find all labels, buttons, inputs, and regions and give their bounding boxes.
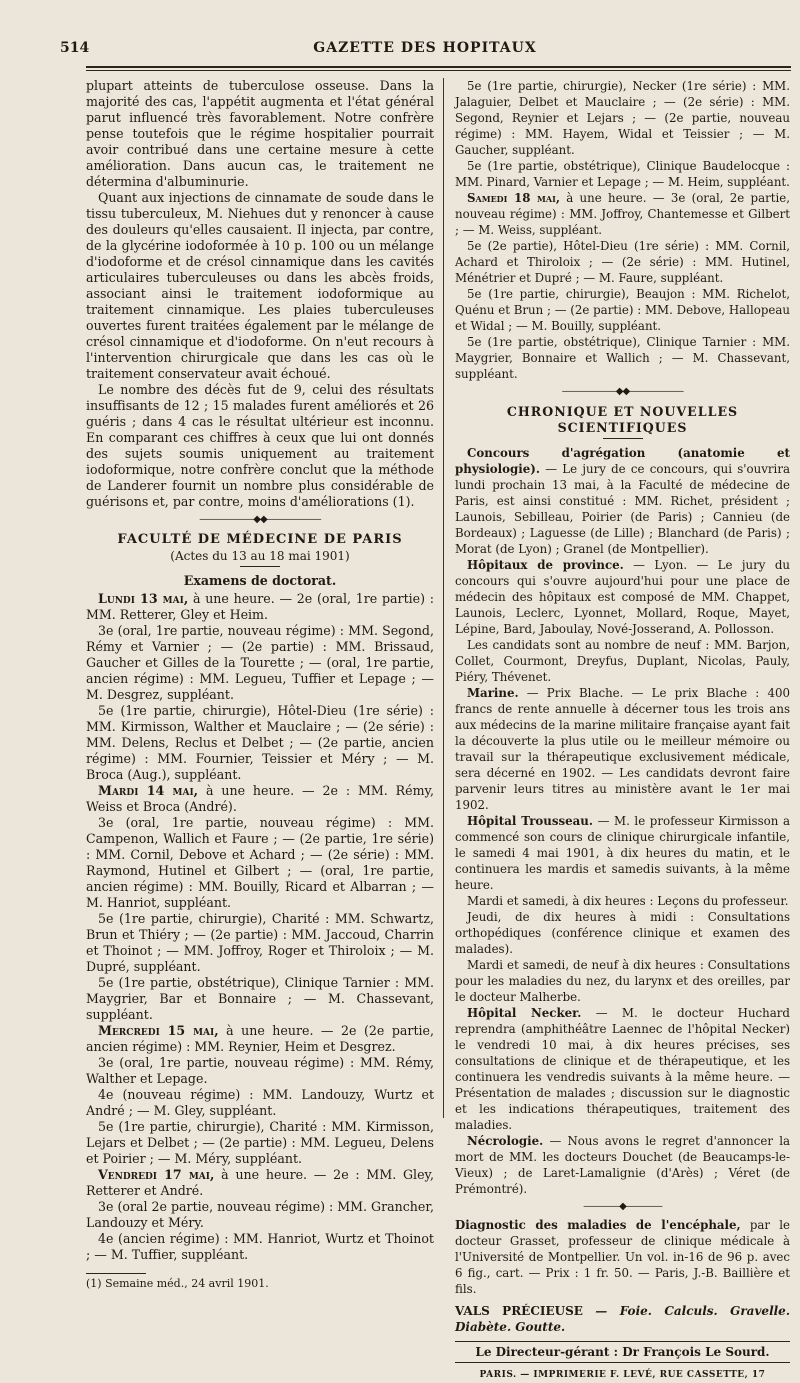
news-item	[455, 557, 790, 637]
exam-entry	[86, 783, 434, 815]
news-text: — Nous avons le regret d'annoncer la mort de MM. les docteurs Douchet (de Beaucamps-le-Vieux) ; de Laret-Lamalignie (d'Arès) ; Véret (de Prémontré).	[455, 1134, 790, 1196]
news-heading: Nécrologie.	[467, 1134, 544, 1148]
right-column	[455, 78, 790, 1383]
section-subtitle: (Actes du 13 au 18 mai 1901)	[170, 549, 350, 563]
footnote-rule	[86, 1273, 146, 1274]
exam-entry: 5e (1re partie, chirurgie), Charité : MM. Schwartz, Brun et Thiéry ; — (2e partie) : MM. Jaccoud, Charrin et Thoinot ; — MM. Joffroy, Roger et Thiroloix ; — M. Dupré, suppléant.	[86, 911, 434, 974]
journal-title: GAZETTE DES HOPITAUX	[313, 40, 537, 56]
exam-text: à une heure. — 2e (oral, 1re partie) : MM. Retterer, Gley et Heim.	[86, 591, 434, 622]
news-item	[455, 1133, 790, 1197]
news-item: Mardi et samedi, de neuf à dix heures : Consultations pour les maladies du nez, du larynx et des oreilles, par le docteur Malherbe.	[455, 958, 790, 1004]
news-heading: Marine.	[467, 686, 519, 700]
news-item: Les candidats sont au nombre de neuf : MM. Barjon, Collet, Courmont, Dreyfus, Duplant, Nicolas, Pauly, Piéry, Thévenet.	[455, 638, 790, 684]
page-number: 514	[60, 40, 90, 56]
exam-text: à une heure. — 2e : MM. Rémy, Weiss et Broca (André).	[86, 783, 434, 814]
news-text: — Lyon. — Le jury du concours qui s'ouvre aujourd'hui pour une place de médecin des hôpitaux est composé de MM. Chappet, Launois, Leclerc, Lyonnet, Mollard, Roque, Mayet, Lépine, Bard, Jaboulay, Nové-Josserand, A. Pollosson.	[455, 558, 790, 636]
exam-text: à une heure. — 3e (oral, 2e partie, nouveau régime) : MM. Joffroy, Chantemesse et Gilbert ; — M. Weiss, suppléant.	[455, 191, 790, 237]
exam-entry: 5e (1re partie, chirurgie), Hôtel-Dieu (1re série) : MM. Kirmisson, Walther et Mauclaire ; — (2e série) : MM. Delens, Reclus et Delbet ; — (2e partie, ancien régime) : MM. Fournier, Teissier et Méry ; — M. Broca (Aug.), suppléant.	[86, 703, 434, 782]
exam-entry: 5e (1re partie, chirurgie), Beaujon : MM. Richelot, Quénu et Brun ; — (2e partie) : MM. Debove, Hallopeau et Widal ; — M. Bouilly, suppléant.	[455, 287, 790, 333]
news-item	[455, 685, 790, 813]
book-text: par le docteur Grasset, professeur de clinique médicale à l'Université de Montpellier. Un vol. in-16 de 96 p. avec 6 fig., cart. — Prix : 1 fr. 50. — Paris, J.-B. Baillière et fils.	[455, 1218, 790, 1296]
news-text: — M. le professeur Kirmisson a commencé son cours de clinique chirurgicale infantile, le samedi 4 mai 1901, à dix heures du matin, et le continuera les mardis et samedis suivants, à la même heure.	[455, 814, 790, 892]
exam-entry: 5e (1re partie, obstétrique), Clinique Tarnier : MM. Maygrier, Bar et Bonnaire ; — M. Chassevant, suppléant.	[86, 975, 434, 1022]
header-rule-thin	[86, 70, 791, 71]
short-rule	[603, 438, 643, 439]
book-title: Diagnostic des maladies de l'encéphale,	[455, 1218, 741, 1232]
exam-entry: 5e (1re partie, obstétrique), Clinique Tarnier : MM. Maygrier, Bonnaire et Wallich ; — M. Chassevant, suppléant.	[455, 335, 790, 381]
paragraph: Quant aux injections de cinnamate de soude dans le tissu tuberculeux, M. Niehues dut y renoncer à cause des douleurs qu'elles causaient. Il injecta, par contre, de la glycérine iodoformée à 10 p. 100 ou un mélange d'iodoforme et de crésol cinnamique dans les cavités articulaires tuberculeuses ou dans les abcès froids, associant ainsi le traitement iodoformique au traitement cinnamique. Les plaies tuberculeuses ouvertes furent traitées également par le mélange de crésol cinnamique et d'iodoforme. On n'eut recours à l'intervention chirurgicale que dans les cas où le traitement conservateur avait échoué.	[86, 190, 434, 381]
exam-day: Mardi 14 mai,	[98, 783, 199, 798]
exam-entry	[86, 591, 434, 623]
footnote: (1) Semaine méd., 24 avril 1901.	[86, 1277, 269, 1290]
column-divider	[443, 78, 444, 1118]
ornament-divider: ——————◆◆——————	[199, 514, 321, 525]
news-heading: Concours d'agrégation (anatomie et physiologie).	[455, 446, 790, 476]
publisher-line: Le Directeur-gérant : Dr François Le Sourd.	[455, 1341, 790, 1363]
news-item	[455, 813, 790, 893]
exam-entry: 5e (1re partie, chirurgie), Charité : MM. Kirmisson, Lejars et Delbet ; — (2e partie) : MM. Legueu, Delens et Poirier ; — M. Méry, suppléant.	[86, 1119, 434, 1166]
printer-line: PARIS. — IMPRIMERIE F. LEVÉ, RUE CASSETTE, 17	[479, 1370, 766, 1380]
ornament-divider: ——————◆◆——————	[561, 386, 684, 397]
left-column	[86, 78, 434, 1292]
paragraph: plupart atteints de tuberculose osseuse. Dans la majorité des cas, l'appétit augmenta et l'état général parut influencé très favorablement. Notre confrère pense toutefois que le régime hospitalier pourrait avoir contribué dans une certaine mesure à cette amélioration. Dans aucun cas, le traitement ne détermina d'albuminurie.	[86, 78, 434, 189]
news-text: — M. le docteur Huchard reprendra (amphithéâtre Laennec de l'hôpital Necker) le vendredi 10 mai, à dix heures précises, ses consultations de clinique et de thérapeutique, et les continuera les vendredis suivants à la même heure. — Présentation de malades ; discussion sur le diagnostic et les indications thérapeutiques, traitement des maladies.	[455, 1006, 790, 1132]
ad-text: — Foie. Calculs. Gravelle. Diabète. Goutte.	[455, 1304, 790, 1334]
exam-day: Mercredi 15 mai,	[98, 1023, 219, 1038]
short-rule	[240, 566, 280, 567]
exam-day: Vendredi 17 mai,	[98, 1167, 215, 1182]
section-title: CHRONIQUE ET NOUVELLES SCIENTIFIQUES	[506, 404, 739, 435]
exam-entry: 3e (oral 2e partie, nouveau régime) : MM. Grancher, Landouzy et Méry.	[86, 1199, 434, 1230]
ornament-divider: ————◆————	[583, 1201, 662, 1212]
ad-brand: VALS PRÉCIEUSE	[455, 1304, 583, 1318]
news-text: — Prix Blache. — Le prix Blache : 400 francs de rente annuelle à décerner tous les trois ans aux médecins de la marine militaire française ayant fait la découverte la plus utile ou le meilleur mémoire ou travail sur la thérapeutique exclusivement médicale, sera décerné en 1902. — Les candidats devront faire parvenir leurs titres au ministère avant le 1er mai 1902.	[455, 686, 790, 812]
exam-day: Samedi 18 mai,	[467, 191, 560, 205]
exam-entry: 3e (oral, 1re partie, nouveau régime) : MM. Segond, Rémy et Varnier ; — (2e partie) : MM. Brissaud, Gaucher et Gilles de la Tourette ; — (oral, 1re partie, ancien régime) : MM. Legueu, Tuffier et Lepage ; — M. Desgrez, suppléant.	[86, 623, 434, 702]
exam-entry	[86, 1167, 434, 1199]
paragraph: Le nombre des décès fut de 9, celui des résultats insuffisants de 12 ; 15 malades furent améliorés et 26 guéris ; dans 4 cas le résultat ultérieur est inconnu. En comparant ces chiffres à ceux que lui ont donnés des sujets soumis uniquement au traitement iodoformique, notre confrère conclut que la méthode de Landerer fournit un nombre plus considérable de guérisons et, par contre, moins d'améliorations (1).	[86, 382, 434, 509]
exam-entry: 5e (2e partie), Hôtel-Dieu (1re série) : MM. Cornil, Achard et Thiroloix ; — (2e série) : MM. Hutinel, Ménétrier et Dupré ; — M. Faure, suppléant.	[455, 239, 790, 285]
exam-entry: 3e (oral, 1re partie, nouveau régime) : MM. Rémy, Walther et Lepage.	[86, 1055, 434, 1086]
exam-entry	[455, 190, 790, 238]
section-title: FACULTÉ DE MÉDECINE DE PARIS	[117, 532, 403, 547]
news-item: Mardi et samedi, à dix heures : Leçons du professeur.	[467, 894, 789, 908]
news-item: Jeudi, de dix heures à midi : Consultations orthopédiques (conférence clinique et examen des malades).	[455, 910, 790, 956]
news-text: — Le jury de ce concours, qui s'ouvrira lundi prochain 13 mai, à la Faculté de médecine de Paris, est ainsi constitué : MM. Richet, président ; Launois, Sebilleau, Poirier (de Paris) ; Cannieu (de Bordeaux) ; Laguesse (de Lille) ; Blanchard (de Paris) ; Morat (de Lyon) ; Granel (de Montpellier).	[455, 462, 790, 556]
news-item	[455, 1005, 790, 1133]
page-header	[60, 40, 790, 62]
news-item	[455, 445, 790, 557]
news-heading: Hôpitaux de province.	[467, 558, 624, 572]
header-rule	[86, 66, 791, 68]
exam-day: Lundi 13 mai,	[98, 591, 189, 606]
exam-entry: 4e (nouveau régime) : MM. Landouzy, Wurtz et André ; — M. Gley, suppléant.	[86, 1087, 434, 1118]
exam-entry: 4e (ancien régime) : MM. Hanriot, Wurtz et Thoinot ; — M. Tuffier, suppléant.	[86, 1231, 434, 1262]
exam-text: à une heure. — 2e (2e partie, ancien régime) : MM. Reynier, Heim et Desgrez.	[86, 1023, 434, 1054]
exam-entry: 3e (oral, 1re partie, nouveau régime) : MM. Campenon, Wallich et Faure ; — (2e partie, 1re série) : MM. Cornil, Debove et Achard ; — (2e série) : MM. Raymond, Hutinel et Gilbert ; — (oral, 1re partie, ancien régime) : MM. Bouilly, Ricard et Albarran ; — M. Hanriot, suppléant.	[86, 815, 434, 910]
exam-entry: 5e (1re partie, obstétrique), Clinique Baudelocque : MM. Pinard, Varnier et Lepage ; — M. Heim, suppléant.	[455, 159, 790, 189]
news-heading: Hôpital Trousseau.	[467, 814, 593, 828]
exam-entry: 5e (1re partie, chirurgie), Necker (1re série) : MM. Jalaguier, Delbet et Mauclaire ; — (2e série) : MM. Segond, Reynier et Lejars ; — (2e partie, nouveau régime) : MM. Hayem, Widal et Teissier ; — M. Gaucher, suppléant.	[455, 79, 790, 157]
exam-entry	[86, 1023, 434, 1055]
book-notice	[455, 1217, 790, 1297]
exam-text: à une heure. — 2e : MM. Gley, Retterer et André.	[86, 1167, 434, 1198]
news-heading: Hôpital Necker.	[467, 1006, 582, 1020]
subsection-title: Examens de doctorat.	[183, 573, 337, 588]
advertisement	[455, 1303, 790, 1335]
